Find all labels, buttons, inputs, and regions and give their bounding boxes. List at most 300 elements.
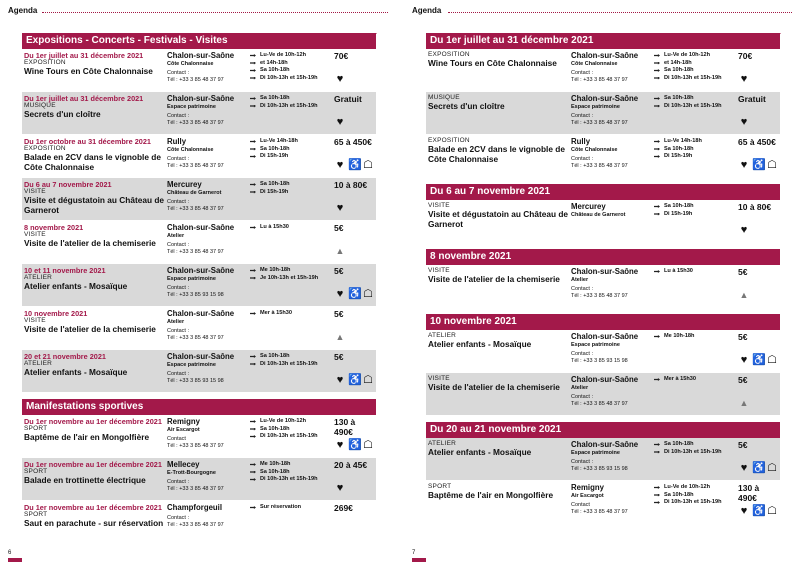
section-notch	[357, 33, 377, 43]
page-number	[412, 550, 426, 562]
event-icons	[334, 374, 374, 386]
left-page	[8, 0, 388, 566]
event-location	[167, 417, 252, 449]
heart-icon: ♥	[336, 116, 344, 128]
event-hour-line: Sa 10h-18h	[250, 353, 332, 361]
event-venue: Atelier	[167, 233, 185, 239]
event-price: 10 à 80€	[334, 180, 368, 190]
event-contact: Contact :	[167, 515, 190, 521]
event-icons	[738, 159, 778, 171]
event-city: Chalon-sur-Saône	[167, 94, 235, 103]
event-date: Du 1er juillet au 31 décembre 2021	[24, 94, 144, 103]
event-contact: Contact :	[167, 328, 190, 334]
event-hour-line: Sa 10h-18h	[654, 492, 736, 500]
event-row	[22, 501, 376, 544]
section-header	[426, 33, 780, 49]
section-header	[426, 184, 780, 200]
event-hour-line: Je 10h-13h et 15h-19h	[250, 275, 332, 283]
event-row	[426, 200, 780, 243]
event-hour-line: Lu-Ve de 10h-12h	[250, 52, 332, 60]
event-price: 130 à 490€	[334, 417, 356, 437]
event-contact: Contact	[167, 436, 186, 442]
event-city: Mercurey	[167, 180, 202, 189]
heart-icon: ♥	[336, 288, 344, 300]
event-title: Visite de l'atelier de la chemiserie	[24, 238, 156, 248]
event-hour-line: Sa 10h-18h	[250, 95, 332, 103]
event-title: Atelier enfants - Mosaïque	[24, 367, 128, 377]
event-title: Atelier enfants - Mosaïque	[428, 339, 532, 349]
event-hour-line: Di 10h-13h et 15h-19h	[250, 361, 332, 369]
event-location	[167, 223, 252, 255]
event-city: Chalon-sur-Saône	[571, 332, 639, 341]
event-venue: Côte Chalonnaise	[167, 61, 214, 67]
event-category: ATELIER	[428, 332, 457, 339]
event-venue: Espace patrimoine	[571, 104, 620, 110]
event-city: Mercurey	[571, 202, 606, 211]
event-title: Balade en 2CV dans le vignoble de Côte Chalonnaise	[24, 152, 161, 172]
event-category: EXPOSITION	[428, 137, 470, 144]
event-row	[22, 135, 376, 178]
section-header	[22, 399, 376, 415]
event-hour-line: Lu-Ve de 10h-12h	[654, 52, 736, 60]
folio-mark	[412, 558, 426, 562]
event-venue: Côte Chalonnaise	[571, 61, 618, 67]
page-header-title: Agenda	[412, 6, 442, 15]
event-hour-line: Sa 10h-18h	[250, 426, 332, 434]
event-row	[22, 49, 376, 92]
event-venue: Côte Chalonnaise	[571, 147, 618, 153]
event-location	[167, 137, 252, 169]
event-hour-line: Mer à 15h30	[654, 376, 736, 384]
event-location	[167, 352, 252, 384]
event-venue: Atelier	[571, 277, 589, 283]
event-price: 5€	[738, 375, 748, 385]
event-row	[22, 350, 376, 393]
event-row	[22, 221, 376, 264]
event-row	[426, 373, 780, 416]
event-hour-line: Di 10h-13h et 15h-19h	[250, 75, 332, 83]
heart-icon: ♥	[740, 224, 748, 236]
wheelchair-icon: ♿	[348, 374, 362, 386]
event-row	[22, 458, 376, 501]
event-location	[571, 51, 656, 83]
event-icons	[738, 354, 778, 366]
event-date: Du 1er novembre au 1er décembre 2021	[24, 417, 162, 426]
event-hour-line: Sa 10h-18h	[654, 203, 736, 211]
heart-icon: ♥	[336, 374, 344, 386]
event-phone: Tél : +33 3 85 48 37 97	[571, 120, 628, 126]
event-hours	[250, 418, 332, 441]
wheelchair-icon: ♿	[348, 159, 362, 171]
heart-icon: ♥	[336, 439, 344, 451]
event-price: 269€	[334, 503, 353, 513]
event-phone: Tél : +33 3 85 48 37 97	[167, 522, 224, 528]
group-icon: ▲	[739, 398, 749, 408]
event-hour-line: Me 10h-18h	[654, 333, 736, 341]
wheelchair-icon: ♿	[348, 288, 362, 300]
event-row	[22, 264, 376, 307]
event-hours	[250, 504, 332, 512]
family-icon: ☖	[767, 462, 777, 474]
event-price: 5€	[334, 266, 344, 276]
event-hours	[654, 203, 736, 218]
event-location	[167, 460, 252, 492]
event-icons	[334, 331, 346, 343]
event-phone: Tél : +33 3 85 48 37 97	[167, 486, 224, 492]
wheelchair-icon: ♿	[752, 462, 766, 474]
event-row	[22, 307, 376, 350]
section-title: Du 1er juillet au 31 décembre 2021	[430, 35, 594, 46]
event-price: 5€	[738, 267, 748, 277]
event-category: ATELIER	[428, 440, 457, 447]
event-hours	[654, 441, 736, 456]
event-location	[571, 94, 656, 126]
event-hours	[654, 138, 736, 161]
event-hour-line: Di 15h-19h	[250, 189, 332, 197]
event-title: Balade en 2CV dans le vignoble de Côte Chalonnaise	[428, 144, 565, 164]
event-hours	[250, 95, 332, 110]
section-title: Manifestations sportives	[26, 401, 144, 412]
event-city: Chalon-sur-Saône	[167, 266, 235, 275]
event-phone: Tél : +33 3 85 48 37 97	[571, 77, 628, 83]
event-title: Visite de l'atelier de la chemiserie	[428, 274, 560, 284]
heart-icon: ♥	[336, 159, 344, 171]
event-title: Visite et dégustatoin au Château de Garnerot	[428, 209, 569, 229]
heart-icon: ♥	[740, 505, 748, 517]
event-price: 5€	[334, 223, 344, 233]
group-icon: ▲	[335, 332, 345, 342]
event-phone: Tél : +33 3 85 48 37 97	[571, 509, 628, 515]
event-contact: Contact :	[571, 394, 594, 400]
event-city: Chalon-sur-Saône	[167, 352, 235, 361]
event-hours	[250, 224, 332, 232]
event-hour-line: Di 10h-13h et 15h-19h	[250, 103, 332, 111]
event-title: Baptême de l'air en Mongolfière	[428, 490, 554, 500]
event-hour-line: Me 10h-18h	[250, 461, 332, 469]
event-category: MUSIQUE	[428, 94, 460, 101]
event-venue: Espace patrimoine	[571, 450, 620, 456]
event-phone: Tél : +33 3 85 93 15 98	[167, 292, 224, 298]
event-category: VISITE	[428, 375, 450, 382]
event-category: EXPOSITION	[428, 51, 470, 58]
section-title: Du 20 au 21 novembre 2021	[430, 424, 562, 435]
event-venue: Atelier	[571, 385, 589, 391]
event-phone: Tél : +33 3 85 93 15 98	[167, 378, 224, 384]
header-dotted-rule	[448, 12, 792, 13]
event-icons	[738, 462, 778, 474]
event-price: Gratuit	[738, 94, 766, 104]
heart-icon: ♥	[336, 482, 344, 494]
event-contact: Contact :	[167, 371, 190, 377]
event-price: 130 à 490€	[738, 483, 760, 503]
event-price: 70€	[738, 51, 753, 61]
section-title: 8 novembre 2021	[430, 251, 512, 262]
wheelchair-icon: ♿	[752, 159, 766, 171]
event-category: MUSIQUE	[24, 102, 56, 109]
event-hour-line: Di 15h-19h	[654, 153, 736, 161]
event-contact: Contact :	[571, 156, 594, 162]
event-title: Balade en trottinette électrique	[24, 475, 146, 485]
event-hour-line: Sa 10h-18h	[250, 181, 332, 189]
event-contact: Contact :	[571, 70, 594, 76]
event-location	[571, 202, 656, 218]
event-phone: Tél : +33 3 85 48 37 97	[167, 120, 224, 126]
event-hour-line: Sa 10h-18h	[654, 146, 736, 154]
event-hours	[654, 52, 736, 82]
event-contact: Contact :	[167, 242, 190, 248]
section-header	[426, 249, 780, 265]
event-location	[571, 483, 656, 515]
event-contact: Contact :	[571, 459, 594, 465]
event-phone: Tél : +33 3 85 48 37 97	[167, 206, 224, 212]
section-header	[22, 33, 376, 49]
event-hour-line: Di 10h-13h et 15h-19h	[654, 499, 736, 507]
event-location	[167, 309, 252, 341]
event-title: Visite et dégustatoin au Château de Garnerot	[24, 195, 165, 215]
event-category: SPORT	[24, 511, 48, 518]
family-icon: ☖	[363, 374, 373, 386]
heart-icon: ♥	[740, 159, 748, 171]
event-venue: Espace patrimoine	[571, 342, 620, 348]
event-hour-line: Lu-Ve 14h-18h	[654, 138, 736, 146]
family-icon: ☖	[767, 354, 777, 366]
event-location	[571, 137, 656, 169]
event-date: Du 6 au 7 novembre 2021	[24, 180, 112, 189]
event-icons	[738, 505, 778, 517]
event-phone: Tél : +33 3 85 48 37 97	[571, 401, 628, 407]
event-title: Secrets d'un cloître	[428, 101, 505, 111]
event-contact: Contact :	[571, 286, 594, 292]
event-icons	[738, 73, 750, 85]
event-hour-line: Di 15h-19h	[654, 211, 736, 219]
event-phone: Tél : +33 3 85 93 15 98	[571, 466, 628, 472]
event-contact: Contact :	[167, 156, 190, 162]
event-city: Chalon-sur-Saône	[571, 375, 639, 384]
event-category: VISITE	[428, 202, 450, 209]
event-hours	[654, 376, 736, 384]
event-category: SPORT	[24, 425, 48, 432]
wheelchair-icon: ♿	[752, 354, 766, 366]
event-icons	[334, 73, 346, 85]
event-row	[426, 481, 780, 524]
page-header	[412, 6, 792, 20]
event-contact: Contact :	[167, 70, 190, 76]
event-hour-line: Lu-Ve de 10h-12h	[250, 418, 332, 426]
event-city: Remigny	[167, 417, 200, 426]
event-price: Gratuit	[334, 94, 362, 104]
event-hour-line: Sur réservation	[250, 504, 332, 512]
event-icons	[334, 439, 374, 451]
event-hours	[250, 181, 332, 196]
event-price: 65 à 450€	[334, 137, 372, 147]
event-hour-line: Lu à 15h30	[654, 268, 736, 276]
event-hours	[654, 333, 736, 341]
family-icon: ☖	[767, 505, 777, 517]
event-hour-line: Sa 10h-18h	[654, 67, 736, 75]
event-icons	[334, 202, 346, 214]
event-title: Baptême de l'air en Mongolfière	[24, 432, 150, 442]
event-contact: Contact :	[167, 285, 190, 291]
event-date: 10 novembre 2021	[24, 309, 88, 318]
event-hour-line: et 14h-18h	[654, 60, 736, 68]
event-category: ATELIER	[24, 274, 53, 281]
event-icons	[738, 224, 750, 236]
event-venue: Air Escargot	[571, 493, 604, 499]
event-title: Atelier enfants - Mosaïque	[24, 281, 128, 291]
event-category: EXPOSITION	[24, 145, 66, 152]
event-category: EXPOSITION	[24, 59, 66, 66]
right-page	[412, 0, 792, 566]
section-header	[426, 422, 780, 438]
event-city: Chalon-sur-Saône	[167, 51, 235, 60]
heart-icon: ♥	[336, 202, 344, 214]
event-row	[426, 135, 780, 178]
event-icons	[334, 482, 346, 494]
folio-mark	[8, 558, 22, 562]
event-hours	[250, 353, 332, 368]
event-category: SPORT	[24, 468, 48, 475]
event-contact: Contact :	[571, 113, 594, 119]
event-category: VISITE	[24, 188, 46, 195]
event-venue: Côte Chalonnaise	[167, 147, 214, 153]
agenda-list	[22, 33, 376, 544]
event-icons	[334, 245, 346, 257]
event-price: 5€	[738, 332, 748, 342]
event-icons	[334, 159, 374, 171]
event-venue: Château de Garnerot	[571, 212, 626, 218]
family-icon: ☖	[363, 288, 373, 300]
event-hour-line: Di 10h-13h et 15h-19h	[654, 75, 736, 83]
event-hour-line: Lu-Ve de 10h-12h	[654, 484, 736, 492]
event-hour-line: Sa 10h-18h	[250, 146, 332, 154]
event-title: Saut en parachute - sur réservation	[24, 518, 164, 528]
event-hour-line: Di 10h-13h et 15h-19h	[654, 103, 736, 111]
event-venue: Atelier	[167, 319, 185, 325]
wheelchair-icon: ♿	[348, 439, 362, 451]
group-icon: ▲	[739, 290, 749, 300]
event-hour-line: Lu à 15h30	[250, 224, 332, 232]
event-location	[571, 440, 656, 472]
event-hour-line: et 14h-18h	[250, 60, 332, 68]
event-row	[22, 178, 376, 221]
event-hour-line: Sa 10h-18h	[250, 469, 332, 477]
event-city: Rully	[571, 137, 591, 146]
section-header	[426, 314, 780, 330]
event-phone: Tél : +33 3 85 93 15 98	[571, 358, 628, 364]
section-title: Expositions - Concerts - Festivals - Visites	[26, 35, 228, 46]
page-header-title: Agenda	[8, 6, 38, 15]
family-icon: ☖	[363, 159, 373, 171]
event-category: ATELIER	[24, 360, 53, 367]
event-phone: Tél : +33 3 85 48 37 97	[167, 335, 224, 341]
event-category: VISITE	[428, 267, 450, 274]
event-date: Du 1er novembre au 1er décembre 2021	[24, 460, 162, 469]
event-contact: Contact :	[167, 113, 190, 119]
event-hour-line: Mer à 15h30	[250, 310, 332, 318]
event-hour-line: Lu-Ve 14h-18h	[250, 138, 332, 146]
event-date: Du 1er juillet au 31 décembre 2021	[24, 51, 144, 60]
heart-icon: ♥	[740, 73, 748, 85]
event-city: Champforgeuil	[167, 503, 223, 512]
event-hours	[654, 268, 736, 276]
event-title: Secrets d'un cloître	[24, 109, 101, 119]
event-title: Wine Tours en Côte Chalonnaise	[24, 66, 153, 76]
event-phone: Tél : +33 3 85 48 37 97	[167, 249, 224, 255]
event-hours	[250, 310, 332, 318]
event-price: 70€	[334, 51, 349, 61]
event-hour-line: Di 10h-13h et 15h-19h	[654, 449, 736, 457]
event-price: 5€	[334, 352, 344, 362]
event-price: 65 à 450€	[738, 137, 776, 147]
event-date: Du 1er octobre au 31 décembre 2021	[24, 137, 151, 146]
event-city: Chalon-sur-Saône	[571, 94, 639, 103]
event-hours	[654, 484, 736, 507]
event-hour-line: Di 10h-13h et 15h-19h	[250, 433, 332, 441]
event-row	[426, 438, 780, 481]
event-location	[571, 375, 656, 407]
header-dotted-rule	[42, 12, 388, 13]
event-location	[571, 267, 656, 299]
event-price: 5€	[334, 309, 344, 319]
page-number-text: 7	[412, 550, 416, 556]
event-category: VISITE	[24, 231, 46, 238]
event-phone: Tél : +33 3 85 48 37 97	[167, 163, 224, 169]
event-hours	[250, 267, 332, 282]
event-row	[22, 415, 376, 458]
event-venue: Espace patrimoine	[167, 276, 216, 282]
event-city: Chalon-sur-Saône	[571, 440, 639, 449]
event-icons	[738, 289, 750, 301]
page-number	[8, 550, 22, 562]
event-icons	[738, 397, 750, 409]
event-city: Remigny	[571, 483, 604, 492]
wheelchair-icon: ♿	[752, 505, 766, 517]
event-phone: Tél : +33 3 85 48 37 97	[167, 77, 224, 83]
event-hours	[654, 95, 736, 110]
event-hours	[250, 52, 332, 82]
event-hour-line: Di 10h-13h et 15h-19h	[250, 476, 332, 484]
heart-icon: ♥	[336, 73, 344, 85]
event-row	[426, 265, 780, 308]
event-icons	[334, 116, 346, 128]
event-phone: Tél : +33 3 85 48 37 97	[571, 293, 628, 299]
event-city: Chalon-sur-Saône	[167, 309, 235, 318]
event-location	[167, 94, 252, 126]
event-date: Du 1er novembre au 1er décembre 2021	[24, 503, 162, 512]
event-hours	[250, 461, 332, 484]
family-icon: ☖	[767, 159, 777, 171]
event-phone: Tél : +33 3 85 48 37 97	[167, 443, 224, 449]
event-city: Chalon-sur-Saône	[571, 267, 639, 276]
event-title: Wine Tours en Côte Chalonnaise	[428, 58, 557, 68]
page-header	[8, 6, 388, 20]
event-row	[426, 330, 780, 373]
event-price: 20 à 45€	[334, 460, 368, 470]
event-location	[167, 266, 252, 298]
page-number-text: 6	[8, 550, 12, 556]
section-title: 10 novembre 2021	[430, 316, 517, 327]
family-icon: ☖	[363, 439, 373, 451]
event-hour-line: Sa 10h-18h	[654, 95, 736, 103]
agenda-list	[426, 33, 780, 524]
event-contact: Contact :	[571, 351, 594, 357]
event-price: 5€	[738, 440, 748, 450]
event-category: SPORT	[428, 483, 452, 490]
event-hour-line: Sa 10h-18h	[250, 67, 332, 75]
event-venue: Espace patrimoine	[167, 362, 216, 368]
event-venue: Espace patrimoine	[167, 104, 216, 110]
event-city: Mellecey	[167, 460, 200, 469]
